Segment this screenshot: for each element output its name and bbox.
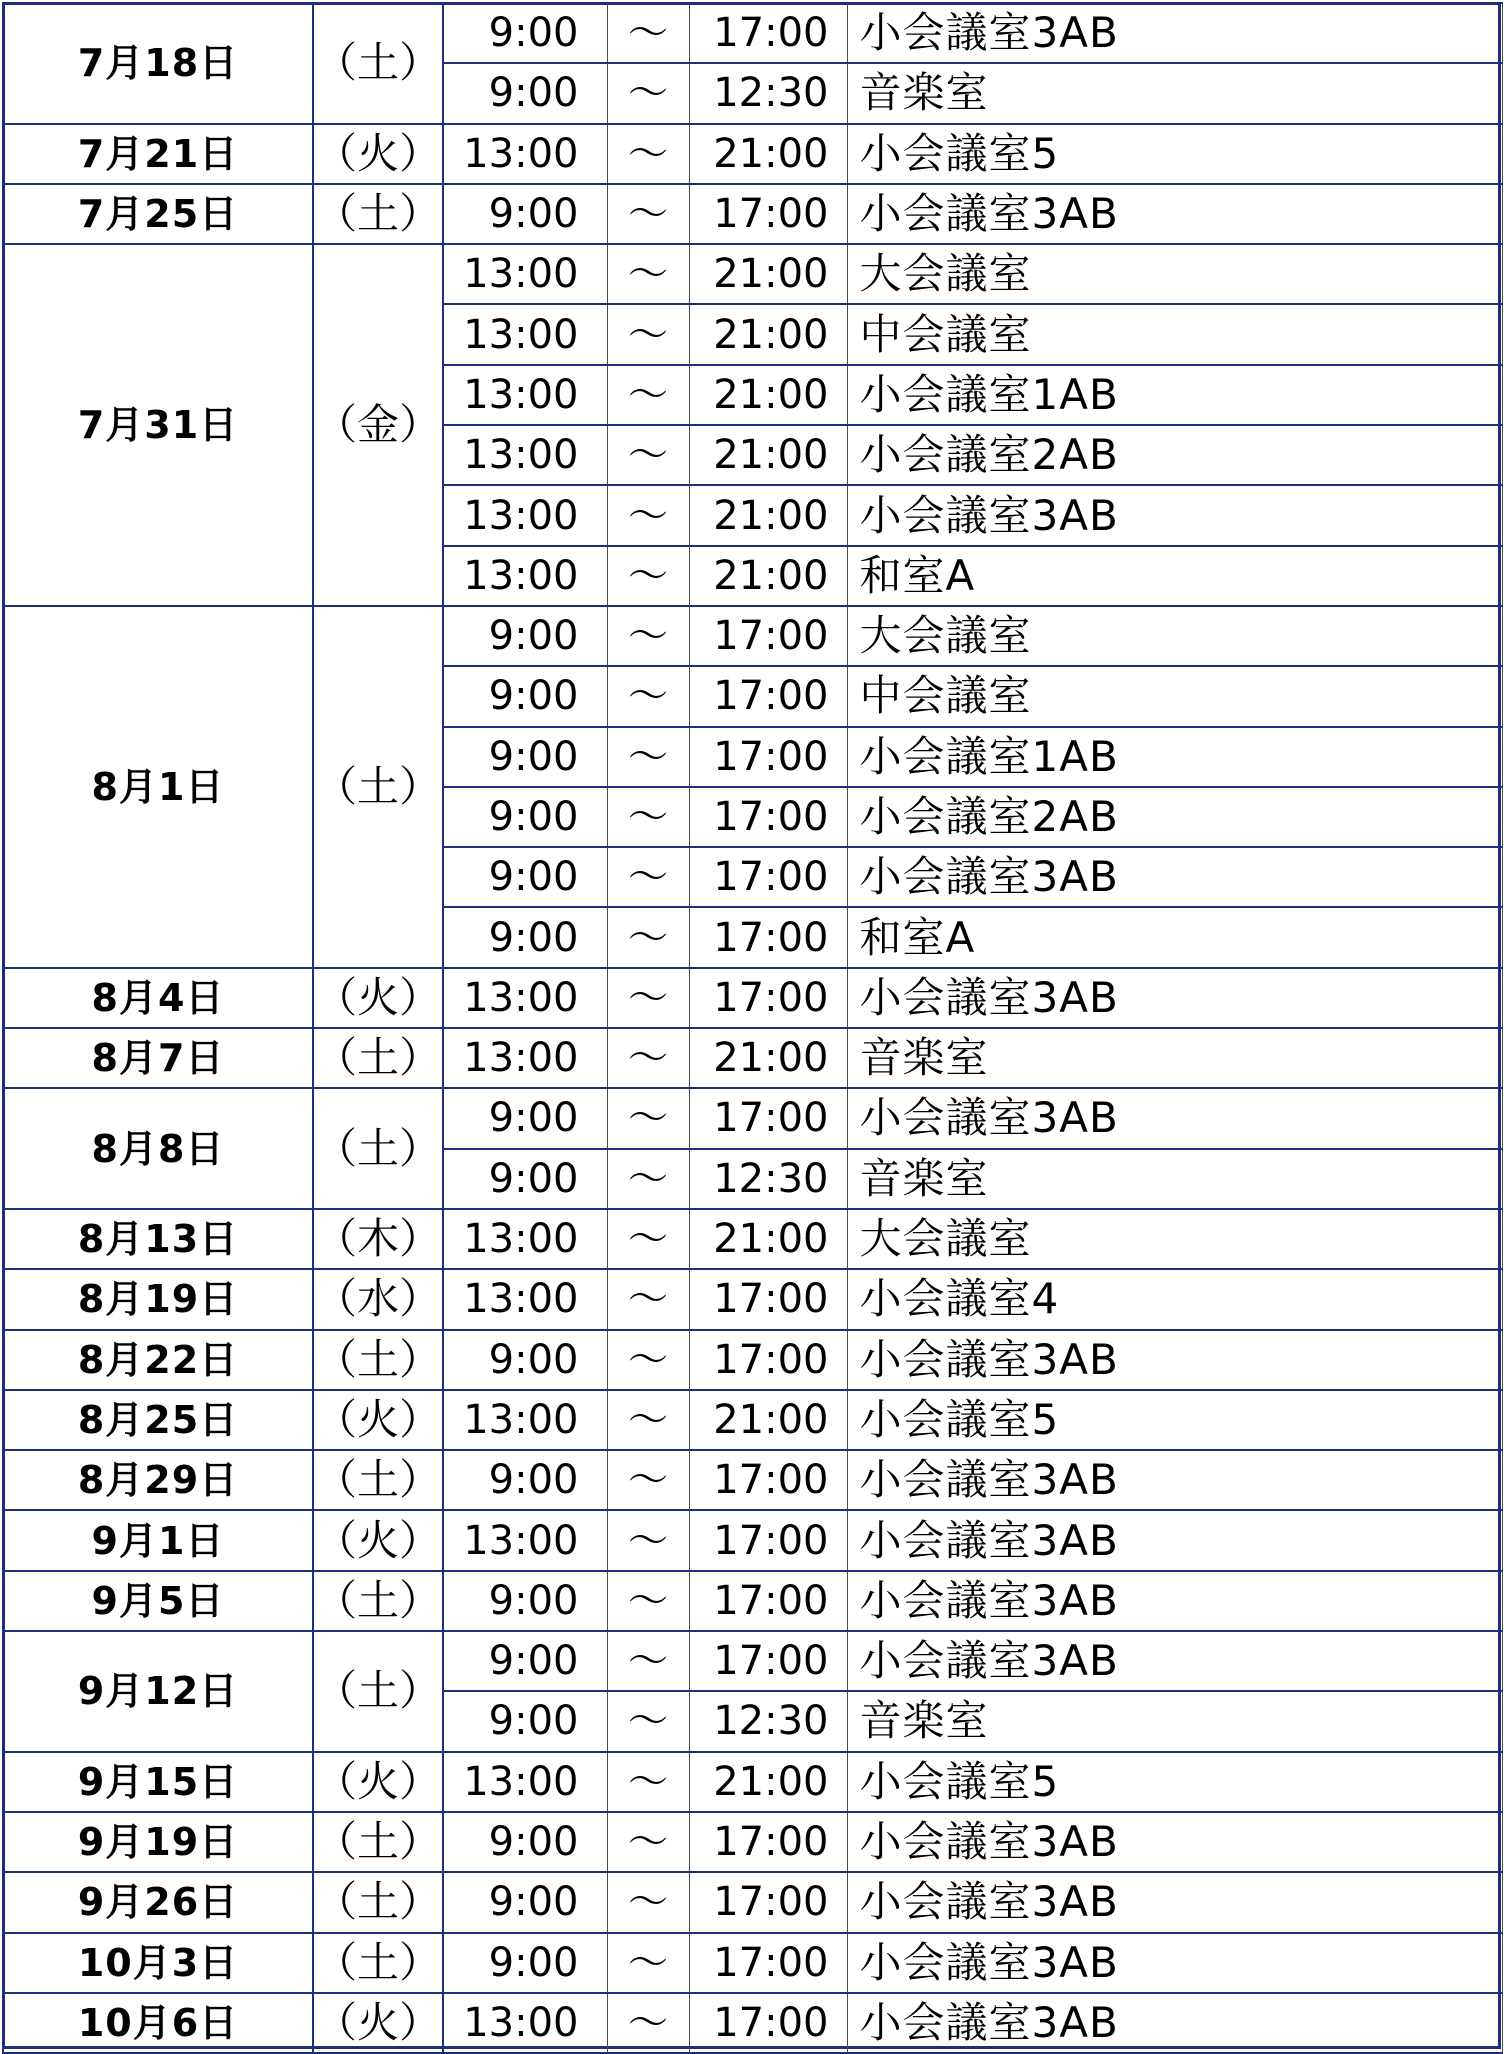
end-time-cell: 21:00 xyxy=(689,1028,847,1088)
start-time-cell: 9:00 xyxy=(443,3,607,63)
date-cell: 9月5日 xyxy=(3,1571,313,1631)
date-cell: 8月4日 xyxy=(3,968,313,1028)
end-time-cell: 17:00 xyxy=(689,1933,847,1993)
range-tilde-cell: ～ xyxy=(607,727,689,787)
end-time-cell: 17:00 xyxy=(689,666,847,726)
range-tilde-cell: ～ xyxy=(607,666,689,726)
date-cell: 8月1日 xyxy=(3,606,313,968)
room-cell: 中会議室 xyxy=(847,666,1502,726)
room-cell: 小会議室4 xyxy=(847,1269,1502,1329)
start-time-cell: 13:00 xyxy=(443,968,607,1028)
room-cell: 小会議室5 xyxy=(847,124,1502,184)
room-cell: 大会議室 xyxy=(847,1209,1502,1269)
end-time-cell: 21:00 xyxy=(689,365,847,425)
end-time-cell: 17:00 xyxy=(689,847,847,907)
end-time-cell: 12:30 xyxy=(689,63,847,123)
weekday-cell: （土） xyxy=(313,1812,443,1872)
weekday-cell: （土） xyxy=(313,1330,443,1390)
schedule-row xyxy=(3,1993,1502,2053)
start-time-cell: 9:00 xyxy=(443,1330,607,1390)
end-time-cell: 17:00 xyxy=(689,968,847,1028)
room-cell: 音楽室 xyxy=(847,1691,1502,1751)
room-cell: 音楽室 xyxy=(847,1149,1502,1209)
room-cell: 小会議室2AB xyxy=(847,787,1502,847)
range-tilde-cell: ～ xyxy=(607,787,689,847)
room-cell: 小会議室1AB xyxy=(847,727,1502,787)
range-tilde-cell: ～ xyxy=(607,63,689,123)
weekday-cell: （火） xyxy=(313,1993,443,2053)
date-cell: 8月29日 xyxy=(3,1450,313,1510)
schedule-row xyxy=(3,184,1502,244)
range-tilde-cell: ～ xyxy=(607,1752,689,1812)
weekday-cell: （土） xyxy=(313,1631,443,1752)
start-time-cell: 13:00 xyxy=(443,1752,607,1812)
date-cell: 8月19日 xyxy=(3,1269,313,1329)
weekday-cell: （火） xyxy=(313,124,443,184)
room-cell: 音楽室 xyxy=(847,1028,1502,1088)
weekday-cell: （土） xyxy=(313,3,443,124)
start-time-cell: 13:00 xyxy=(443,1390,607,1450)
room-cell: 中会議室 xyxy=(847,304,1502,364)
end-time-cell: 21:00 xyxy=(689,1752,847,1812)
room-cell: 小会議室3AB xyxy=(847,1812,1502,1872)
date-cell: 7月25日 xyxy=(3,184,313,244)
schedule-row xyxy=(3,1330,1502,1390)
end-time-cell: 17:00 xyxy=(689,1269,847,1329)
start-time-cell: 9:00 xyxy=(443,1933,607,1993)
room-cell: 小会議室3AB xyxy=(847,968,1502,1028)
weekday-cell: （土） xyxy=(313,1933,443,1993)
schedule-row xyxy=(3,1631,1502,1691)
start-time-cell: 9:00 xyxy=(443,63,607,123)
date-cell: 9月26日 xyxy=(3,1872,313,1932)
date-cell: 7月21日 xyxy=(3,124,313,184)
end-time-cell: 21:00 xyxy=(689,244,847,304)
range-tilde-cell: ～ xyxy=(607,1450,689,1510)
room-cell: 大会議室 xyxy=(847,244,1502,304)
range-tilde-cell: ～ xyxy=(607,365,689,425)
end-time-cell: 17:00 xyxy=(689,1510,847,1570)
end-time-cell: 21:00 xyxy=(689,124,847,184)
end-time-cell: 17:00 xyxy=(689,1993,847,2053)
room-cell: 小会議室3AB xyxy=(847,1631,1502,1691)
room-cell: 小会議室2AB xyxy=(847,425,1502,485)
room-cell: 小会議室3AB xyxy=(847,1571,1502,1631)
room-cell: 音楽室 xyxy=(847,63,1502,123)
room-cell: 小会議室3AB xyxy=(847,847,1502,907)
room-cell: 小会議室3AB xyxy=(847,3,1502,63)
schedule-row xyxy=(3,1390,1502,1450)
weekday-cell: （火） xyxy=(313,968,443,1028)
room-cell: 小会議室3AB xyxy=(847,184,1502,244)
start-time-cell: 9:00 xyxy=(443,1872,607,1932)
end-time-cell: 17:00 xyxy=(689,1450,847,1510)
room-cell: 小会議室3AB xyxy=(847,1088,1502,1148)
range-tilde-cell: ～ xyxy=(607,1812,689,1872)
weekday-cell: （火） xyxy=(313,1510,443,1570)
weekday-cell: （土） xyxy=(313,1028,443,1088)
date-cell: 9月1日 xyxy=(3,1510,313,1570)
range-tilde-cell: ～ xyxy=(607,1510,689,1570)
end-time-cell: 17:00 xyxy=(689,3,847,63)
start-time-cell: 9:00 xyxy=(443,666,607,726)
schedule-row xyxy=(3,1510,1502,1570)
range-tilde-cell: ～ xyxy=(607,1330,689,1390)
end-time-cell: 12:30 xyxy=(689,1149,847,1209)
start-time-cell: 13:00 xyxy=(443,1993,607,2053)
end-time-cell: 17:00 xyxy=(689,1088,847,1148)
date-cell: 8月13日 xyxy=(3,1209,313,1269)
schedule-row xyxy=(3,244,1502,304)
date-cell: 7月31日 xyxy=(3,244,313,606)
date-cell: 10月3日 xyxy=(3,1933,313,1993)
range-tilde-cell: ～ xyxy=(607,1691,689,1751)
schedule-row xyxy=(3,1269,1502,1329)
end-time-cell: 17:00 xyxy=(689,1812,847,1872)
range-tilde-cell: ～ xyxy=(607,546,689,606)
end-time-cell: 17:00 xyxy=(689,184,847,244)
weekday-cell: （金） xyxy=(313,244,443,606)
end-time-cell: 21:00 xyxy=(689,1390,847,1450)
range-tilde-cell: ～ xyxy=(607,968,689,1028)
schedule-row xyxy=(3,1872,1502,1932)
date-cell: 9月15日 xyxy=(3,1752,313,1812)
start-time-cell: 9:00 xyxy=(443,606,607,666)
schedule-row xyxy=(3,1571,1502,1631)
start-time-cell: 9:00 xyxy=(443,907,607,967)
range-tilde-cell: ～ xyxy=(607,1028,689,1088)
start-time-cell: 9:00 xyxy=(443,1812,607,1872)
schedule-row xyxy=(3,124,1502,184)
start-time-cell: 13:00 xyxy=(443,1028,607,1088)
end-time-cell: 12:30 xyxy=(689,1691,847,1751)
date-cell: 8月7日 xyxy=(3,1028,313,1088)
range-tilde-cell: ～ xyxy=(607,1149,689,1209)
end-time-cell: 17:00 xyxy=(689,907,847,967)
start-time-cell: 9:00 xyxy=(443,1571,607,1631)
range-tilde-cell: ～ xyxy=(607,1269,689,1329)
end-time-cell: 21:00 xyxy=(689,546,847,606)
start-time-cell: 13:00 xyxy=(443,1209,607,1269)
start-time-cell: 9:00 xyxy=(443,787,607,847)
start-time-cell: 13:00 xyxy=(443,365,607,425)
end-time-cell: 17:00 xyxy=(689,787,847,847)
range-tilde-cell: ～ xyxy=(607,1390,689,1450)
end-time-cell: 17:00 xyxy=(689,1571,847,1631)
room-cell: 小会議室3AB xyxy=(847,1872,1502,1932)
start-time-cell: 9:00 xyxy=(443,727,607,787)
range-tilde-cell: ～ xyxy=(607,847,689,907)
room-cell: 小会議室1AB xyxy=(847,365,1502,425)
start-time-cell: 13:00 xyxy=(443,1269,607,1329)
room-cell: 小会議室5 xyxy=(847,1752,1502,1812)
date-cell: 8月8日 xyxy=(3,1088,313,1209)
schedule-row xyxy=(3,1088,1502,1148)
weekday-cell: （火） xyxy=(313,1752,443,1812)
range-tilde-cell: ～ xyxy=(607,907,689,967)
start-time-cell: 13:00 xyxy=(443,304,607,364)
end-time-cell: 21:00 xyxy=(689,485,847,545)
weekday-cell: （土） xyxy=(313,1872,443,1932)
room-cell: 和室A xyxy=(847,546,1502,606)
room-cell: 小会議室3AB xyxy=(847,1450,1502,1510)
schedule-row xyxy=(3,1812,1502,1872)
start-time-cell: 9:00 xyxy=(443,1631,607,1691)
end-time-cell: 17:00 xyxy=(689,1872,847,1932)
start-time-cell: 13:00 xyxy=(443,546,607,606)
weekday-cell: （木） xyxy=(313,1209,443,1269)
range-tilde-cell: ～ xyxy=(607,124,689,184)
schedule-row xyxy=(3,1933,1502,1993)
range-tilde-cell: ～ xyxy=(607,1933,689,1993)
room-cell: 小会議室3AB xyxy=(847,485,1502,545)
range-tilde-cell: ～ xyxy=(607,1993,689,2053)
end-time-cell: 17:00 xyxy=(689,1330,847,1390)
range-tilde-cell: ～ xyxy=(607,1872,689,1932)
schedule-row xyxy=(3,606,1502,666)
schedule-row xyxy=(3,1752,1502,1812)
start-time-cell: 13:00 xyxy=(443,124,607,184)
range-tilde-cell: ～ xyxy=(607,244,689,304)
room-cell: 小会議室5 xyxy=(847,1390,1502,1450)
schedule-table-body xyxy=(3,3,1502,2053)
room-cell: 小会議室3AB xyxy=(847,1510,1502,1570)
range-tilde-cell: ～ xyxy=(607,606,689,666)
date-cell: 10月6日 xyxy=(3,1993,313,2053)
start-time-cell: 13:00 xyxy=(443,244,607,304)
range-tilde-cell: ～ xyxy=(607,3,689,63)
range-tilde-cell: ～ xyxy=(607,485,689,545)
end-time-cell: 21:00 xyxy=(689,425,847,485)
start-time-cell: 13:00 xyxy=(443,1510,607,1570)
range-tilde-cell: ～ xyxy=(607,1571,689,1631)
date-cell: 7月18日 xyxy=(3,3,313,124)
end-time-cell: 17:00 xyxy=(689,1631,847,1691)
schedule-row xyxy=(3,1209,1502,1269)
weekday-cell: （土） xyxy=(313,1088,443,1209)
start-time-cell: 9:00 xyxy=(443,1450,607,1510)
date-cell: 8月25日 xyxy=(3,1390,313,1450)
weekday-cell: （土） xyxy=(313,1450,443,1510)
range-tilde-cell: ～ xyxy=(607,1088,689,1148)
end-time-cell: 21:00 xyxy=(689,304,847,364)
schedule-row xyxy=(3,1450,1502,1510)
end-time-cell: 21:00 xyxy=(689,1209,847,1269)
start-time-cell: 9:00 xyxy=(443,1088,607,1148)
schedule-row xyxy=(3,968,1502,1028)
range-tilde-cell: ～ xyxy=(607,184,689,244)
start-time-cell: 9:00 xyxy=(443,1149,607,1209)
weekday-cell: （土） xyxy=(313,184,443,244)
date-cell: 9月19日 xyxy=(3,1812,313,1872)
range-tilde-cell: ～ xyxy=(607,1209,689,1269)
date-cell: 9月12日 xyxy=(3,1631,313,1752)
schedule-sheet xyxy=(2,2,1501,2049)
room-cell: 小会議室3AB xyxy=(847,1330,1502,1390)
date-cell: 8月22日 xyxy=(3,1330,313,1390)
range-tilde-cell: ～ xyxy=(607,304,689,364)
start-time-cell: 13:00 xyxy=(443,425,607,485)
room-cell: 和室A xyxy=(847,907,1502,967)
room-cell: 小会議室3AB xyxy=(847,1933,1502,1993)
schedule-row xyxy=(3,1028,1502,1088)
room-cell: 大会議室 xyxy=(847,606,1502,666)
room-cell: 小会議室3AB xyxy=(847,1993,1502,2053)
weekday-cell: （水） xyxy=(313,1269,443,1329)
end-time-cell: 17:00 xyxy=(689,727,847,787)
weekday-cell: （土） xyxy=(313,1571,443,1631)
start-time-cell: 9:00 xyxy=(443,847,607,907)
end-time-cell: 17:00 xyxy=(689,606,847,666)
range-tilde-cell: ～ xyxy=(607,425,689,485)
start-time-cell: 9:00 xyxy=(443,184,607,244)
weekday-cell: （土） xyxy=(313,606,443,968)
range-tilde-cell: ～ xyxy=(607,1631,689,1691)
weekday-cell: （火） xyxy=(313,1390,443,1450)
schedule-row xyxy=(3,3,1502,63)
start-time-cell: 9:00 xyxy=(443,1691,607,1751)
start-time-cell: 13:00 xyxy=(443,485,607,545)
schedule-table xyxy=(2,2,1503,2054)
